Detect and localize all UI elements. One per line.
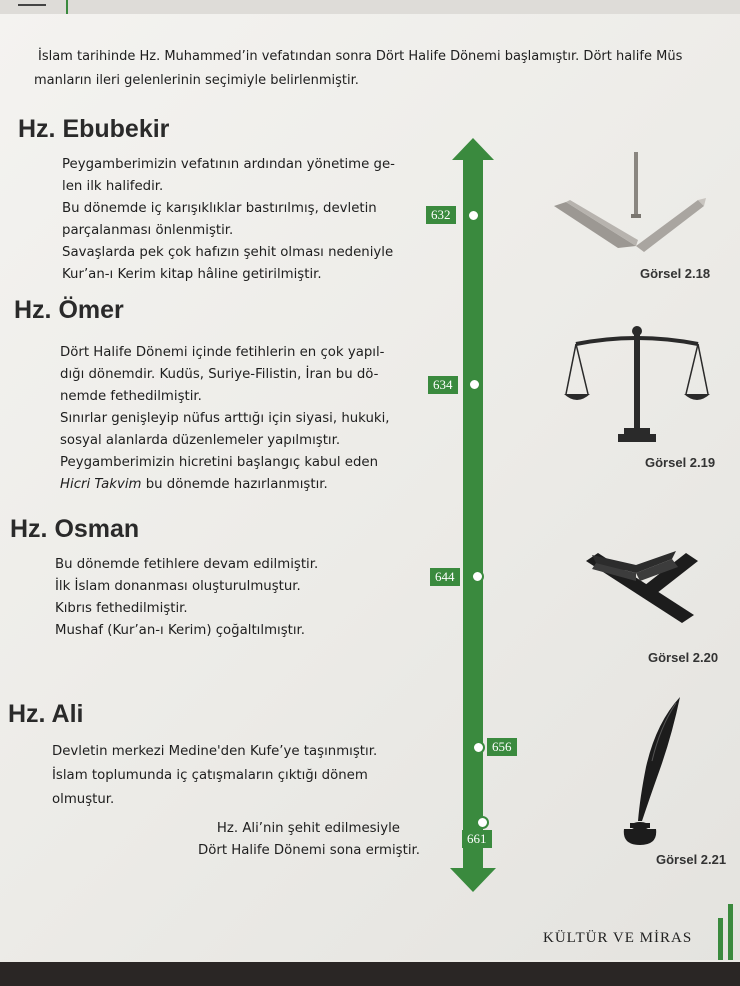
- timeline-dot-661: [476, 816, 489, 829]
- timeline-dot-632: [467, 209, 480, 222]
- desk-background: [0, 962, 740, 986]
- caption-2-19: Görsel 2.19: [645, 455, 716, 470]
- caption-2-20: Görsel 2.20: [648, 650, 719, 665]
- ali-text: [52, 740, 377, 812]
- osman-text: [55, 554, 318, 642]
- footer-bar-2: [728, 904, 733, 960]
- text-fragment: bu dönemde hazırlanmıştır.: [141, 477, 328, 492]
- caption-2-21: Görsel 2.21: [656, 852, 727, 867]
- timeline: [440, 130, 520, 900]
- text-line: Bu dönemde fetihlere devam edilmiştir.: [55, 557, 319, 572]
- text-line: Peygamberimizin vefatının ardından yönetime ge-: [62, 157, 395, 172]
- timeline-dot-656: [472, 741, 485, 754]
- intro-paragraph: [34, 45, 738, 93]
- text-line: Savaşlarda pek çok hafızın şehit olması nedeniyle: [62, 245, 394, 260]
- year-label-632: 632: [426, 206, 456, 224]
- hicri-takvim-term: Hicri Takvim: [60, 477, 142, 492]
- omer-text: [60, 342, 390, 496]
- year-label-656: 656: [487, 738, 517, 756]
- closing-text: [150, 818, 420, 862]
- text-line: len ilk halifedir.: [62, 179, 164, 194]
- year-label-634: 634: [428, 376, 458, 394]
- timeline-arrow-up: [452, 138, 494, 170]
- quill-inkwell-icon: [610, 695, 690, 850]
- text-line: Mushaf (Kur’an-ı Kerim) çoğaltılmıştır.: [55, 623, 306, 638]
- text-line: Devletin merkezi Medine'den Kufe’ye taşınmıştır.: [52, 744, 378, 759]
- year-label-644: 644: [430, 568, 460, 586]
- text-line: Dört Halife Dönemi içinde fetihlerin en çok yapıl-: [60, 345, 385, 360]
- text-line: sosyal alanlarda düzenlemeler yapılmıştır.: [60, 433, 341, 448]
- timeline-arrow-down: [450, 868, 496, 892]
- text-line: Kıbrıs fethedilmiştir.: [55, 601, 188, 616]
- timeline-line: [463, 168, 483, 868]
- top-rule: [18, 4, 46, 6]
- text-line: Bu dönemde iç karışıklıklar bastırılmış, devletin: [62, 201, 377, 216]
- timeline-dot-644: [471, 570, 484, 583]
- text-line: İlk İslam donanması oluşturulmuştur.: [55, 579, 301, 594]
- balance-scale-icon: [562, 322, 712, 447]
- text-line: olmuştur.: [52, 792, 115, 807]
- ebubekir-text: [62, 154, 395, 286]
- intro-line-1: İslam tarihinde Hz. Muhammed’in vefatından sonra Dört Halife Dönemi başlamıştır. Dört halife Müs: [38, 49, 683, 64]
- text-line: [60, 474, 390, 496]
- footer-bar-1: [718, 918, 723, 960]
- timeline-dot-634: [468, 378, 481, 391]
- intro-line-2: manların ileri gelenlerinin seçimiyle belirlenmiştir.: [34, 73, 359, 88]
- text-line: Kur’an-ı Kerim kitap hâline getirilmiştir.: [62, 267, 322, 282]
- year-label-661: 661: [462, 830, 492, 848]
- text-line: Peygamberimizin hicretini başlangıç kabul eden: [60, 455, 379, 470]
- closing-line-1: Hz. Ali’nin şehit edilmesiyle: [216, 821, 400, 836]
- text-line: Sınırlar genişleyip nüfus arttığı için siyasi, hukuki,: [60, 411, 390, 426]
- text-line: İslam toplumunda iç çatışmaların çıktığı dönem: [52, 768, 368, 783]
- footer-brand: KÜLTÜR VE MİRAS: [543, 930, 693, 946]
- quran-stand-icon: [582, 545, 702, 625]
- text-line: parçalanması önlenmiştir.: [62, 223, 234, 238]
- caliph-name-osman: Hz. Osman: [10, 515, 140, 543]
- text-line: dığı dönemdir. Kudüs, Suriye-Filistin, İran bu dö-: [60, 367, 379, 382]
- caliph-name-ebubekir: Hz. Ebubekir: [18, 115, 170, 143]
- previous-page-strip: [0, 0, 740, 14]
- top-green-rule: [66, 0, 68, 14]
- caliph-name-ali: Hz. Ali: [8, 700, 84, 728]
- text-line: nemde fethedilmiştir.: [60, 389, 202, 404]
- caption-2-18: Görsel 2.18: [640, 266, 711, 281]
- caliph-name-omer: Hz. Ömer: [14, 296, 124, 324]
- closing-line-2: Dört Halife Dönemi sona ermiştir.: [198, 843, 420, 858]
- sword-icon: [548, 148, 708, 258]
